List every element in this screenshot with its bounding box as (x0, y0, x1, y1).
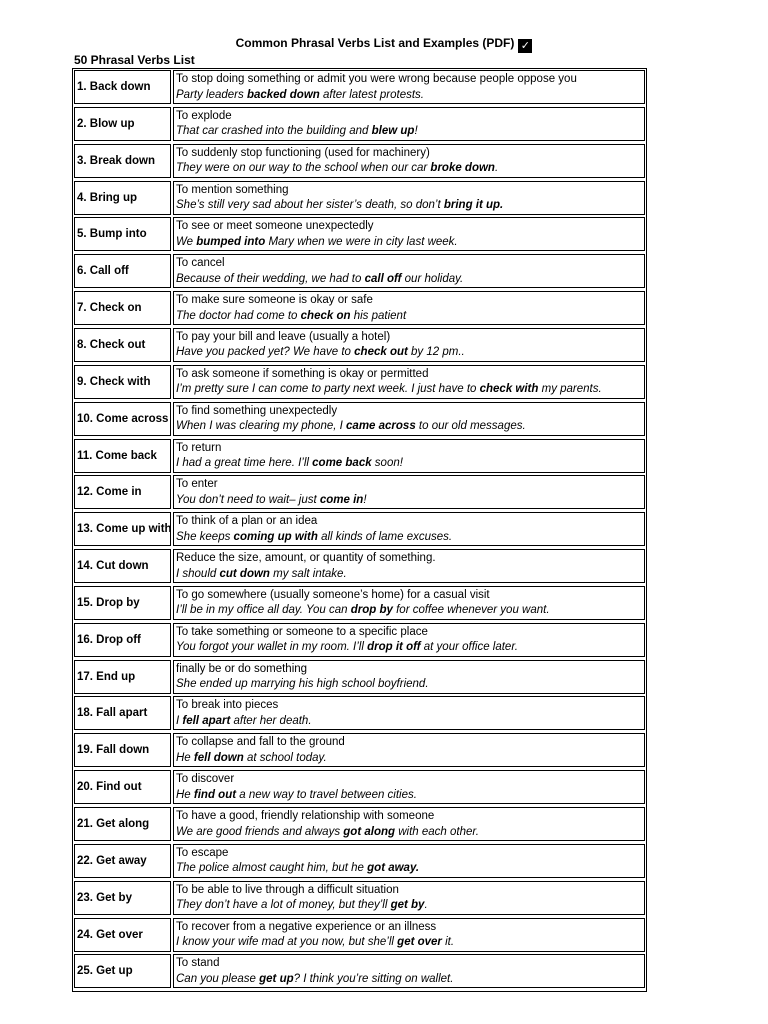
verb-term: 2. Blow up (74, 107, 171, 141)
verb-definition: To ask someone if something is okay or permitted (176, 367, 429, 380)
verb-example (176, 530, 644, 546)
example-text: They don’t have a lot of money, but they’ll (176, 899, 391, 912)
table-row (74, 402, 645, 436)
verb-definition-cell (173, 918, 645, 952)
example-text: The doctor had come to (176, 309, 301, 322)
example-text: Mary when we were in city last week. (265, 235, 458, 248)
example-text: When I was clearing my phone, I (176, 420, 347, 433)
example-text: by 12 pm.. (407, 346, 465, 359)
verb-example (176, 456, 644, 472)
verb-definition: To have a good, friendly relationship with someone (176, 810, 435, 822)
table-row (74, 696, 645, 730)
table-row (74, 291, 645, 325)
verb-definition-cell (173, 512, 645, 546)
example-highlight: broke down (430, 162, 495, 175)
table-row (74, 733, 645, 767)
example-highlight: get over (397, 936, 442, 949)
example-highlight: check with (479, 383, 539, 396)
example-text: his patient (350, 309, 407, 322)
table-row (74, 770, 645, 804)
example-text: She ended up marrying his high school boyfriend. (176, 678, 429, 691)
verb-definition-cell (173, 181, 645, 215)
example-text: I should (176, 567, 220, 580)
example-text: at school today. (243, 751, 327, 764)
example-text: We are good friends and always (176, 825, 344, 838)
example-highlight: bumped into (196, 235, 266, 248)
verb-example (176, 640, 644, 656)
verb-definition-cell (173, 696, 645, 730)
checkmark-icon: ✓ (518, 39, 532, 53)
verb-definition: To find something unexpectedly (176, 404, 338, 417)
verb-definition: To stand (176, 957, 220, 970)
verb-definition: To cancel (176, 257, 225, 270)
example-highlight: call off (364, 272, 402, 285)
example-highlight: fell down (193, 751, 244, 764)
example-text: Party leaders (176, 88, 247, 101)
verb-term: 14. Cut down (74, 549, 171, 583)
verb-term: 11. Come back (74, 439, 171, 473)
example-text: ! (414, 125, 418, 138)
verb-term: 21. Get along (74, 807, 171, 841)
verb-definition-cell (173, 254, 645, 288)
table-row (74, 549, 645, 583)
example-text: our holiday. (401, 272, 464, 285)
example-text: . (494, 162, 499, 175)
verb-definition: To collapse and fall to the ground (176, 736, 345, 749)
verb-term: 9. Check with (74, 365, 171, 399)
example-text: ! (363, 493, 367, 506)
example-text: after latest protests. (319, 88, 424, 101)
verb-term: 12. Come in (74, 475, 171, 509)
example-text: We (176, 235, 197, 248)
verb-definition-cell (173, 881, 645, 915)
document-title-text: Common Phrasal Verbs List and Examples (PDF) (235, 36, 515, 50)
verb-term: 7. Check on (74, 291, 171, 325)
table-row (74, 439, 645, 473)
example-text: ? I think you’re sitting on wallet. (293, 972, 454, 985)
verb-term: 24. Get over (74, 918, 171, 952)
verb-term: 25. Get up (74, 954, 171, 988)
example-text: my salt intake. (269, 567, 347, 580)
table-row (74, 660, 645, 694)
verb-term: 16. Drop off (74, 623, 171, 657)
verb-example (176, 88, 644, 104)
example-text: to our old messages. (415, 420, 526, 433)
table-row (74, 475, 645, 509)
example-text: it. (441, 936, 455, 949)
table-row (74, 918, 645, 952)
verb-example (176, 825, 644, 841)
verb-definition-cell (173, 623, 645, 657)
verb-example (176, 898, 644, 914)
verb-definition-cell (173, 70, 645, 104)
table-row (74, 807, 645, 841)
example-text: That car crashed into the building and (176, 125, 372, 138)
table-row (74, 217, 645, 251)
verb-example (176, 603, 644, 619)
verb-example (176, 161, 644, 177)
verb-definition: To escape (176, 846, 229, 859)
verb-definition: finally be or do something (176, 662, 308, 675)
verb-definition-cell (173, 733, 645, 767)
verb-term: 8. Check out (74, 328, 171, 362)
verb-term: 6. Call off (74, 254, 171, 288)
example-text: at your office later. (420, 641, 518, 654)
verb-term: 18. Fall apart (74, 696, 171, 730)
verb-term: 10. Come across (74, 402, 171, 436)
example-text: all kinds of lame excuses. (317, 530, 453, 543)
table-row (74, 70, 645, 104)
verb-example (176, 972, 644, 988)
verb-definition-cell (173, 402, 645, 436)
verb-definition-cell (173, 291, 645, 325)
example-highlight: backed down (246, 88, 320, 101)
table-row (74, 881, 645, 915)
example-text: I’ll be in my office all day. You can (176, 604, 351, 617)
verb-term: 22. Get away (74, 844, 171, 878)
example-highlight: coming up with (233, 530, 318, 543)
table-row (74, 954, 645, 988)
verb-definition-cell (173, 107, 645, 141)
verb-definition-cell (173, 807, 645, 841)
verb-term: 17. End up (74, 660, 171, 694)
verb-definition: To mention something (176, 183, 289, 196)
verb-definition-cell (173, 770, 645, 804)
table-row (74, 254, 645, 288)
example-text: for coffee whenever you want. (392, 604, 550, 617)
verb-definition: Reduce the size, amount, or quantity of something. (176, 552, 436, 565)
example-text: The police almost caught him, but he (176, 862, 368, 875)
verb-term: 19. Fall down (74, 733, 171, 767)
table-row (74, 586, 645, 620)
example-text: She keeps (176, 530, 234, 543)
example-highlight: got away. (367, 862, 420, 875)
example-highlight: come back (312, 457, 372, 469)
table-row (74, 328, 645, 362)
verb-definition: To break into pieces (176, 699, 279, 712)
table-row (74, 181, 645, 215)
verb-definition: To recover from a negative experience or an illness (176, 920, 437, 933)
verb-definition: To take something or someone to a specific place (176, 625, 428, 638)
verb-definition-cell (173, 328, 645, 362)
verb-definition: To explode (176, 109, 232, 122)
example-text: He (176, 751, 194, 764)
verb-definition-cell (173, 586, 645, 620)
example-highlight: came across (346, 420, 416, 433)
verb-example (176, 235, 644, 251)
verb-definition-cell (173, 365, 645, 399)
verb-definition: To stop doing something or admit you were wrong because people oppose you (176, 73, 577, 85)
example-highlight: blew up (371, 125, 415, 138)
example-text: I had a great time here. I’ll (176, 457, 313, 469)
example-text: . (424, 899, 428, 912)
example-text: I (176, 714, 183, 727)
table-row (74, 365, 645, 399)
example-text: I’m pretty sure I can come to party next week. I just have to (176, 383, 480, 396)
verb-example (176, 751, 644, 767)
example-text: Because of their wedding, we had to (176, 272, 365, 285)
verb-definition: To make sure someone is okay or safe (176, 294, 373, 307)
example-text: my parents. (538, 383, 602, 396)
verb-example (176, 567, 644, 583)
document-title (0, 36, 768, 53)
verb-example (176, 124, 644, 140)
verb-definition-cell (173, 217, 645, 251)
example-text: You don’t need to wait– just (176, 493, 320, 506)
verb-example (176, 677, 644, 693)
verb-example (176, 419, 644, 435)
verb-definition-cell (173, 549, 645, 583)
example-text: soon! (371, 457, 403, 469)
verb-term: 13. Come up with (74, 512, 171, 546)
verb-definition: To be able to live through a difficult situation (176, 883, 399, 896)
example-highlight: come in (319, 493, 364, 506)
verb-example (176, 714, 644, 730)
verb-definition-cell (173, 475, 645, 509)
verb-definition: To suddenly stop functioning (used for machinery) (176, 146, 430, 159)
verb-term: 1. Back down (74, 70, 171, 104)
verb-definition: To pay your bill and leave (usually a hotel) (176, 330, 391, 343)
verb-definition: To see or meet someone unexpectedly (176, 220, 374, 233)
example-highlight: fell apart (182, 714, 231, 727)
verb-term: 4. Bring up (74, 181, 171, 215)
verb-example (176, 861, 644, 877)
example-highlight: drop it off (367, 641, 421, 654)
verb-definition-cell (173, 844, 645, 878)
verb-definition-cell (173, 954, 645, 988)
verb-example (176, 788, 644, 804)
example-text: with each other. (395, 825, 479, 838)
example-text: a new way to travel between cities. (236, 788, 417, 801)
verb-definition: To discover (176, 773, 235, 786)
verb-definition: To enter (176, 478, 218, 491)
verb-term: 3. Break down (74, 144, 171, 178)
example-highlight: get up (259, 972, 294, 985)
list-heading: 50 Phrasal Verbs List (74, 53, 195, 67)
table-row (74, 623, 645, 657)
verb-example (176, 309, 644, 325)
table-row (74, 107, 645, 141)
verb-example (176, 382, 644, 398)
example-highlight: bring it up. (443, 199, 504, 212)
example-text: You forgot your wallet in my room. I’ll (176, 641, 368, 654)
verb-example (176, 935, 644, 951)
verb-definition: To return (176, 441, 222, 454)
verb-example (176, 198, 644, 214)
example-text: They were on our way to the school when our car (176, 162, 431, 175)
verb-definition-cell (173, 660, 645, 694)
example-highlight: check out (354, 346, 408, 359)
verb-example (176, 345, 644, 361)
example-text: He (176, 788, 194, 801)
table-row (74, 144, 645, 178)
example-highlight: drop by (350, 604, 393, 617)
example-highlight: cut down (219, 567, 270, 580)
verb-definition: To go somewhere (usually someone’s home) for a casual visit (176, 588, 490, 601)
verb-term: 5. Bump into (74, 217, 171, 251)
table-row (74, 512, 645, 546)
example-text: after her death. (230, 714, 312, 727)
verb-definition-cell (173, 439, 645, 473)
verb-definition-cell (173, 144, 645, 178)
example-highlight: check on (300, 309, 351, 322)
example-highlight: get by (390, 899, 425, 912)
table-row (74, 844, 645, 878)
example-highlight: find out (193, 788, 237, 801)
verb-example (176, 493, 644, 509)
example-text: Have you packed yet? We have to (176, 346, 355, 359)
example-text: Can you please (176, 972, 260, 985)
example-highlight: got along (343, 825, 396, 838)
verb-definition: To think of a plan or an idea (176, 515, 318, 528)
verb-example (176, 272, 644, 288)
verb-term: 23. Get by (74, 881, 171, 915)
verb-term: 20. Find out (74, 770, 171, 804)
example-text: She’s still very sad about her sister’s death, so don’t (176, 199, 444, 212)
example-text: I know your wife mad at you now, but she’ll (176, 936, 398, 949)
verb-term: 15. Drop by (74, 586, 171, 620)
